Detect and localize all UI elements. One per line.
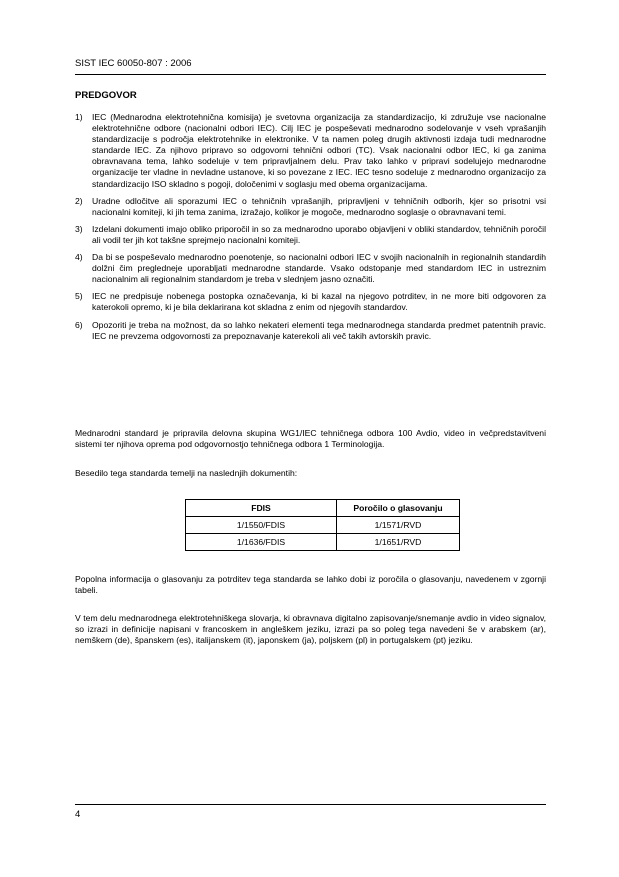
item-text: IEC (Mednarodna elektrotehnična komisija) je svetovna organizacija za standardizacijo, ki združuje vse nacionalne elektrotehnične odbore (nacionalni odbori IEC). Cilj IEC je pospeševati mednarodno sodelovanje v vseh vprašanjih standardizacije s področja elektrotehnike in elektronike. V ta namen poleg drugih aktivnosti izdaja tudi mednarodne standarde IEC. Za njihovo pripravo so odgovorni tehnični odbori (TC). Vsak nacionalni odbor IEC, ki ga zanima obravnavana tema, lahko sodeluje v tem pripravljalnem delu. Prav tako lahko v pripravi sodelujejo mednarodne organizacije ter vladne in nevladne ustanove, ki so povezane z IEC. IEC tesno sodeluje z mednarodno organizacijo za standardizacijo ISO skladno s pogoji, določenimi v soglasju med obema organizacijama.	[92, 112, 546, 189]
item-number: 1)	[75, 112, 83, 122]
item-number: 6)	[75, 319, 83, 330]
foreword-list	[75, 112, 546, 348]
foreword-item	[75, 112, 546, 190]
paragraph-voting: Popolna informacija o glasovanju za potrditev tega standarda se lahko dobi iz poročila o glasovanju, navedenem v zgornji tabeli.	[75, 574, 546, 596]
item-number: 5)	[75, 291, 83, 302]
item-number: 4)	[75, 252, 83, 263]
paragraph-languages: V tem delu mednarodnega elektrotehniškega slovarja, ki obravnava digitalno zapisovanje/snemanje avdio in video signalov, so izrazi in definicije napisani v francoskem in angleškem jeziku, izrazi pa so poleg tega navedeni še v arabskem (ar), nemškem (de), španskem (es), italijanskem (it), japonskem (ja), poljskem (pl) in portugalskem (pt) jeziku.	[75, 613, 546, 646]
table-row	[186, 534, 460, 551]
foreword-item	[75, 291, 546, 313]
item-text: Izdelani dokumenti imajo obliko priporočil in so za mednarodno uporabo objavljeni v obliki standardov, tehničnih poročil ali vodil ter jih kot takšne sprejmejo nacionalni komiteji.	[92, 223, 546, 245]
item-number: 3)	[75, 223, 83, 234]
document-header-id: SIST IEC 60050-807 : 2006	[75, 58, 192, 69]
table-header-row	[186, 500, 460, 517]
paragraph-based-on: Besedilo tega standarda temelji na naslednjih dokumentih:	[75, 468, 298, 478]
table-header-voting-report: Poročilo o glasovanju	[337, 500, 460, 517]
item-text: Opozoriti je treba na možnost, da so lahko nekateri elementi tega mednarodnega standarda predmet patentnih pravic. IEC ne prevzema odgovornosti za prepoznavanje katerekoli ali več takih avtorskih pravic.	[92, 319, 546, 341]
page-number: 4	[75, 809, 81, 820]
table-cell: 1/1636/FDIS	[186, 534, 337, 551]
item-text: Uradne odločitve ali sporazumi IEC o tehničnih vprašanjih, pripravljeni v tehničnih odborih, kjer so prisotni vsi nacionalni komiteji, ki jih tema zanima, izražajo, kolikor je mogoče, mednarodno soglasje o obravnavani temi.	[92, 195, 546, 217]
item-text: IEC ne predpisuje nobenega postopka označevanja, ki bi kazal na njegovo potrditev, in ne more biti odgovoren za katerokoli opremo, ki je bila deklarirana kot skladna z enim od njegovih standardov.	[92, 291, 546, 313]
table-row	[186, 517, 460, 534]
item-text: Da bi se pospeševalo mednarodno poenotenje, so nacionalni odbori IEC v svojih nacionalnih in regionalnih standardih dolžni čim pregledneje uporabljati mednarodne standarde. Vsako odstopanje med standardom IEC in ustreznim nacionalnim ali regionalnim standardom je treba v slednjem jasno označiti.	[92, 252, 546, 285]
header-rule	[75, 74, 546, 75]
foreword-item	[75, 196, 546, 218]
documents-table	[185, 499, 460, 551]
foreword-item	[75, 224, 546, 246]
paragraph-prepared: Mednarodni standard je pripravila delovna skupina WG1/IEC tehničnega odbora 100 Avdio, video in večpredstavitveni sistemi ter njihova oprema pod odgovornostjo tehničnega odbora 1 Terminologija.	[75, 428, 546, 450]
section-title: PREDGOVOR	[75, 90, 137, 101]
table-header-fdis: FDIS	[186, 500, 337, 517]
footer-rule	[75, 804, 546, 805]
table-cell: 1/1550/FDIS	[186, 517, 337, 534]
item-number: 2)	[75, 195, 83, 206]
table-cell: 1/1571/RVD	[337, 517, 460, 534]
foreword-item	[75, 252, 546, 285]
foreword-item	[75, 320, 546, 342]
table-cell: 1/1651/RVD	[337, 534, 460, 551]
